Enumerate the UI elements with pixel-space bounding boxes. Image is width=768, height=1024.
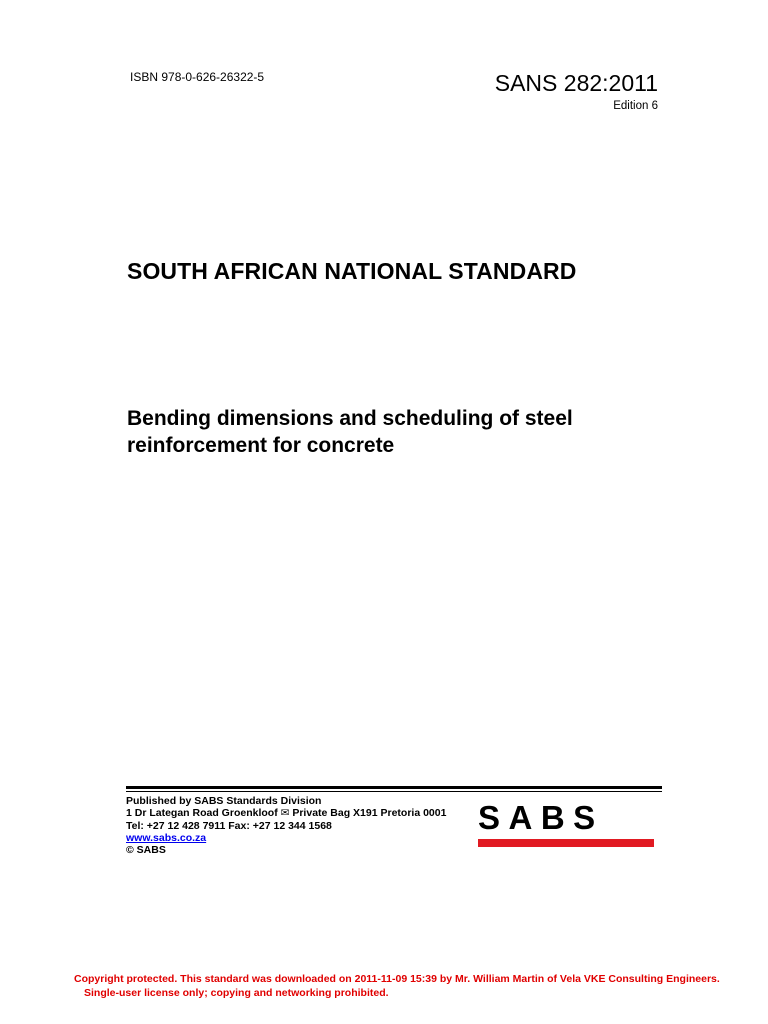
publisher-copyright: © SABS <box>126 844 166 857</box>
standard-code: SANS 282:2011 <box>494 70 658 96</box>
website-link[interactable]: www.sabs.co.za <box>126 831 207 844</box>
standard-type-heading: SOUTH AFRICAN NATIONAL STANDARD <box>127 258 577 284</box>
logo-red-bar <box>478 839 654 847</box>
address-postal: Private Bag X191 Pretoria 0001 <box>292 807 447 820</box>
publisher-phone: Tel: +27 12 428 7911 Fax: +27 12 344 1568 <box>126 819 332 832</box>
sabs-logo <box>478 799 654 848</box>
document-title: Bending dimensions and scheduling of steel reinforcement for concrete <box>127 407 573 457</box>
divider-thick <box>126 786 662 789</box>
publisher-line: Published by SABS Standards Division <box>126 795 322 807</box>
copyright-line-2: Single-user license only; copying and networking prohibited. <box>84 987 389 999</box>
address-street: 1 Dr Lategan Road Groenkloof <box>126 807 278 820</box>
publisher-block <box>126 795 446 856</box>
logo-wordmark: SABS <box>478 799 604 836</box>
publisher-address <box>126 807 446 819</box>
isbn-number: ISBN 978-0-626-26322-5 <box>130 70 265 84</box>
edition-label: Edition 6 <box>613 100 658 112</box>
envelope-icon: ✉ <box>280 807 290 820</box>
copyright-line-1: Copyright protected. This standard was downloaded on 2011-11-09 15:39 by Mr. William Martin of Vela VKE Consulting Engineers. <box>74 973 720 985</box>
divider-thin <box>126 791 662 792</box>
